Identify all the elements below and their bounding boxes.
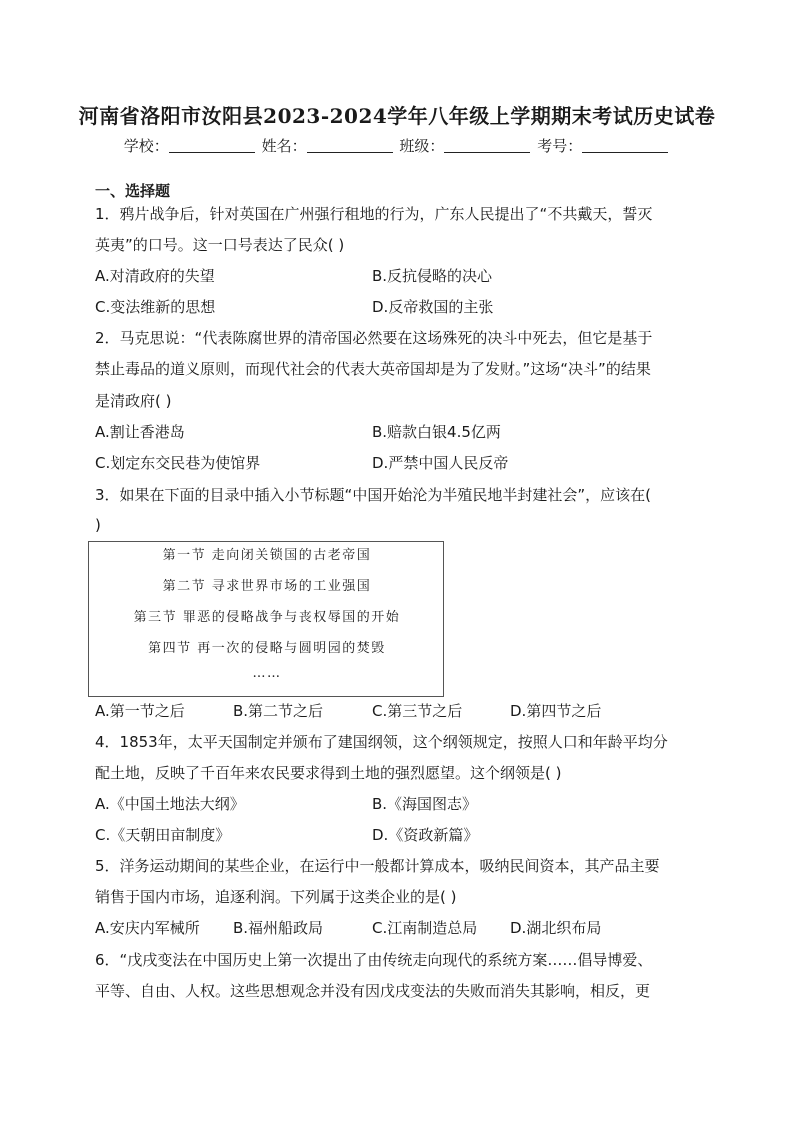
question-4-option-b: B.《海国图志》: [372, 795, 478, 813]
question-3-line-1: 3．如果在下面的目录中插入小节标题“中国开始沦为半殖民地半封建社会”，应该在(: [95, 486, 651, 504]
number-label: 考号：: [537, 137, 583, 155]
class-blank[interactable]: [444, 138, 530, 153]
question-4-option-a: A.《中国土地法大纲》: [95, 795, 245, 813]
question-1-option-d: D.反帝救国的主张: [372, 298, 494, 316]
question-1-option-a: A.对清政府的失望: [95, 267, 215, 285]
question-2-option-b: B.赔款白银4.5亿两: [372, 423, 501, 441]
question-1-option-b: B.反抗侵略的决心: [372, 267, 493, 285]
question-5-option-a: A.安庆内军械所: [95, 919, 200, 937]
question-2-line-2: 禁止毒品的道义原则，而现代社会的代表大英帝国却是为了发财。”这场“决斗”的结果: [95, 360, 651, 378]
question-2-option-c: C.划定东交民巷为使馆界: [95, 454, 261, 472]
school-blank[interactable]: [169, 138, 255, 153]
question-3-option-a: A.第一节之后: [95, 702, 185, 720]
toc-item-2: 第二节 寻求世界市场的工业强国: [162, 579, 372, 594]
question-3-line-2: ): [95, 516, 101, 534]
question-2-option-a: A.割让香港岛: [95, 423, 185, 441]
question-5-line-2: 销售于国内市场，追逐利润。下列属于这类企业的是( ): [95, 888, 457, 906]
toc-item-1: 第一节 走向闭关锁国的古老帝国: [162, 548, 372, 563]
page-title: 河南省洛阳市汝阳县2023-2024学年八年级上学期期末考试历史试卷: [78, 104, 716, 128]
question-4-option-c: C.《天朝田亩制度》: [95, 826, 231, 844]
question-1-line-1: 1．鸦片战争后，针对英国在广州强行租地的行为，广东人民提出了“不共戴天，誓灭: [95, 205, 653, 223]
name-label: 姓名：: [261, 137, 307, 155]
question-6-line-2: 平等、自由、人权。这些思想观念并没有因戊戌变法的失败而消失其影响，相反，更: [95, 982, 651, 1000]
question-3-option-c: C.第三节之后: [372, 702, 463, 720]
question-2-option-d: D.严禁中国人民反帝: [372, 454, 509, 472]
question-6-line-1: 6．“戊戌变法在中国历史上第一次提出了由传统走向现代的系统方案……倡导博爱、: [95, 951, 653, 969]
question-5-option-b: B.福州船政局: [233, 919, 324, 937]
table-of-contents-box: [88, 541, 444, 697]
class-label: 班级：: [399, 137, 445, 155]
question-1-option-c: C.变法维新的思想: [95, 298, 216, 316]
toc-item-3: 第三节 罪恶的侵略战争与丧权辱国的开始: [133, 610, 401, 625]
question-5-line-1: 5．洋务运动期间的某些企业，在运行中一般都计算成本，吸纳民间资本，其产品主要: [95, 857, 660, 875]
question-2-line-3: 是清政府( ): [95, 392, 172, 410]
number-blank[interactable]: [582, 138, 668, 153]
question-1-line-2: 英夷”的口号。这一口号表达了民众( ): [95, 236, 345, 254]
section-heading: 一、选择题: [95, 182, 171, 200]
question-3-option-d: D.第四节之后: [510, 702, 602, 720]
question-5-option-c: C.江南制造总局: [372, 919, 478, 937]
question-4-line-1: 4．1853年，太平天国制定并颁布了建国纲领，这个纲领规定，按照人口和年龄平均分: [95, 733, 668, 751]
toc-ellipsis: ……: [252, 666, 282, 681]
school-label: 学校：: [123, 137, 169, 155]
question-4-line-2: 配土地，反映了千百年来农民要求得到土地的强烈愿望。这个纲领是( ): [95, 764, 562, 782]
question-4-option-d: D.《资政新篇》: [372, 826, 479, 844]
student-info-row: [0, 135, 794, 156]
toc-item-4: 第四节 再一次的侵略与圆明园的焚毁: [148, 641, 386, 656]
name-blank[interactable]: [307, 138, 393, 153]
question-3-option-b: B.第二节之后: [233, 702, 324, 720]
question-5-option-d: D.湖北织布局: [510, 919, 602, 937]
question-2-line-1: 2．马克思说：“代表陈腐世界的清帝国必然要在这场殊死的决斗中死去，但它是基于: [95, 329, 653, 347]
